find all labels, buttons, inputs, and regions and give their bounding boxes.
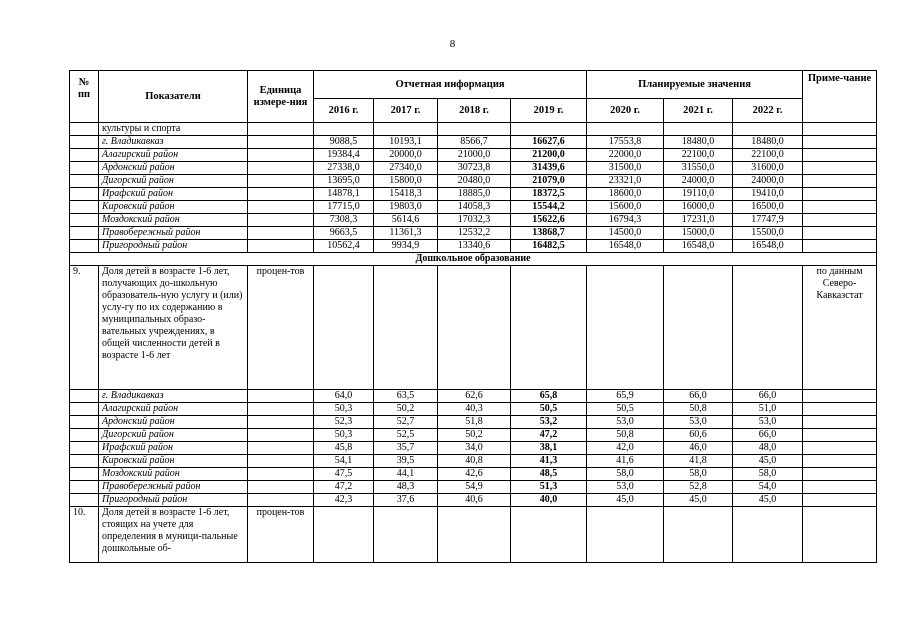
empty-cell [664, 266, 733, 390]
value-cell: 46,0 [664, 442, 733, 455]
value-cell: 53,2 [511, 416, 587, 429]
value-cell: 9088,5 [314, 136, 374, 149]
empty-cell [314, 507, 374, 563]
header-planned: Планируемые значения [587, 71, 803, 99]
value-cell: 18600,0 [587, 188, 664, 201]
table-row [70, 442, 877, 455]
note-cell [803, 390, 877, 403]
value-cell: 45,0 [733, 455, 803, 468]
value-cell: 21000,0 [438, 149, 511, 162]
empty-cell [314, 123, 374, 136]
value-cell: 20000,0 [374, 149, 438, 162]
empty-cell [664, 123, 733, 136]
value-cell: 42,0 [587, 442, 664, 455]
value-cell: 12532,2 [438, 227, 511, 240]
header-note: Приме-чание [803, 71, 877, 123]
note-cell [803, 136, 877, 149]
district-name: Алагирский район [99, 149, 248, 162]
unit-cell [248, 201, 314, 214]
empty-cell [733, 266, 803, 390]
header-num: № пп [70, 71, 99, 123]
value-cell: 42,3 [314, 494, 374, 507]
value-cell: 16794,3 [587, 214, 664, 227]
value-cell: 40,0 [511, 494, 587, 507]
empty-cell [587, 266, 664, 390]
district-name: Моздокский район [99, 214, 248, 227]
value-cell: 39,5 [374, 455, 438, 468]
note-cell [803, 455, 877, 468]
value-cell: 13340,6 [438, 240, 511, 253]
indicator-text: культуры и спорта [99, 123, 248, 136]
value-cell: 50,2 [374, 403, 438, 416]
value-cell: 45,8 [314, 442, 374, 455]
value-cell: 17747,9 [733, 214, 803, 227]
value-cell: 52,8 [664, 481, 733, 494]
empty-cell [374, 266, 438, 390]
value-cell: 50,5 [511, 403, 587, 416]
value-cell: 47,2 [314, 481, 374, 494]
value-cell: 58,0 [587, 468, 664, 481]
section-row [70, 253, 877, 266]
value-cell: 16548,0 [664, 240, 733, 253]
empty-cell [438, 123, 511, 136]
district-name: Дигорский район [99, 175, 248, 188]
value-cell: 16500,0 [733, 201, 803, 214]
unit-cell [248, 494, 314, 507]
empty-cell [733, 507, 803, 563]
value-cell: 24000,0 [664, 175, 733, 188]
value-cell: 18372,5 [511, 188, 587, 201]
year-header: 2019 г. [511, 99, 587, 123]
note-cell [803, 175, 877, 188]
table-row [70, 240, 877, 253]
value-cell: 52,7 [374, 416, 438, 429]
header-reported: Отчетная информация [314, 71, 587, 99]
value-cell: 15500,0 [733, 227, 803, 240]
value-cell: 41,3 [511, 455, 587, 468]
row-num [70, 227, 99, 240]
table-row [70, 468, 877, 481]
value-cell: 19803,0 [374, 201, 438, 214]
table-row [70, 507, 877, 563]
value-cell: 48,3 [374, 481, 438, 494]
value-cell: 27340,0 [374, 162, 438, 175]
value-cell: 15418,3 [374, 188, 438, 201]
empty-cell [511, 123, 587, 136]
value-cell: 50,8 [664, 403, 733, 416]
row-num [70, 175, 99, 188]
value-cell: 37,6 [374, 494, 438, 507]
district-name: Моздокский район [99, 468, 248, 481]
value-cell: 35,7 [374, 442, 438, 455]
indicators-table [69, 70, 877, 563]
value-cell: 50,2 [438, 429, 511, 442]
unit-cell [248, 442, 314, 455]
value-cell: 58,0 [664, 468, 733, 481]
value-cell: 13868,7 [511, 227, 587, 240]
unit-cell [248, 403, 314, 416]
unit-cell [248, 214, 314, 227]
district-name: Дигорский район [99, 429, 248, 442]
value-cell: 47,2 [511, 429, 587, 442]
note-cell [803, 442, 877, 455]
value-cell: 58,0 [733, 468, 803, 481]
value-cell: 13695,0 [314, 175, 374, 188]
district-name: г. Владикавказ [99, 136, 248, 149]
empty-cell [438, 507, 511, 563]
row-num: 9. [70, 266, 99, 390]
row-num [70, 201, 99, 214]
row-num [70, 136, 99, 149]
value-cell: 31500,0 [587, 162, 664, 175]
value-cell: 19384,4 [314, 149, 374, 162]
value-cell: 50,3 [314, 429, 374, 442]
unit-cell: процен-тов [248, 507, 314, 563]
unit-cell [248, 149, 314, 162]
unit-cell [248, 468, 314, 481]
value-cell: 53,0 [587, 416, 664, 429]
table-row [70, 227, 877, 240]
district-name: Кировский район [99, 201, 248, 214]
empty-cell [803, 123, 877, 136]
value-cell: 19410,0 [733, 188, 803, 201]
row-num [70, 468, 99, 481]
unit-cell [248, 175, 314, 188]
value-cell: 47,5 [314, 468, 374, 481]
empty-cell [248, 123, 314, 136]
row-num [70, 149, 99, 162]
value-cell: 15600,0 [587, 201, 664, 214]
note-cell [803, 149, 877, 162]
year-header: 2016 г. [314, 99, 374, 123]
district-name: Ирафский район [99, 188, 248, 201]
empty-cell [587, 123, 664, 136]
page-number: 8 [449, 38, 456, 50]
row-num [70, 123, 99, 136]
value-cell: 66,0 [733, 429, 803, 442]
header-unit: Единица измере-ния [248, 71, 314, 123]
value-cell: 48,5 [511, 468, 587, 481]
note-cell: по данным Северо-Кавказстат [803, 266, 877, 390]
unit-cell [248, 162, 314, 175]
value-cell: 52,3 [314, 416, 374, 429]
header-indicator: Показатели [99, 71, 248, 123]
value-cell: 7308,3 [314, 214, 374, 227]
value-cell: 18480,0 [664, 136, 733, 149]
note-cell [803, 162, 877, 175]
note-cell [803, 188, 877, 201]
value-cell: 31600,0 [733, 162, 803, 175]
value-cell: 45,0 [664, 494, 733, 507]
row-num [70, 429, 99, 442]
year-header: 2022 г. [733, 99, 803, 123]
empty-cell [374, 123, 438, 136]
row-num [70, 240, 99, 253]
value-cell: 66,0 [664, 390, 733, 403]
value-cell: 27338,0 [314, 162, 374, 175]
empty-cell [511, 507, 587, 563]
district-name: Ардонский район [99, 162, 248, 175]
value-cell: 48,0 [733, 442, 803, 455]
value-cell: 14500,0 [587, 227, 664, 240]
value-cell: 52,5 [374, 429, 438, 442]
value-cell: 40,3 [438, 403, 511, 416]
value-cell: 14878,1 [314, 188, 374, 201]
table-row [70, 162, 877, 175]
value-cell: 16548,0 [587, 240, 664, 253]
empty-cell [733, 123, 803, 136]
value-cell: 53,0 [587, 481, 664, 494]
value-cell: 16000,0 [664, 201, 733, 214]
value-cell: 45,0 [587, 494, 664, 507]
note-cell [803, 214, 877, 227]
value-cell: 19110,0 [664, 188, 733, 201]
value-cell: 16627,6 [511, 136, 587, 149]
year-header: 2021 г. [664, 99, 733, 123]
value-cell: 18480,0 [733, 136, 803, 149]
row-num [70, 214, 99, 227]
note-cell [803, 468, 877, 481]
value-cell: 22100,0 [733, 149, 803, 162]
unit-cell [248, 240, 314, 253]
unit-cell: процен-тов [248, 266, 314, 390]
table-row [70, 390, 877, 403]
row-num [70, 416, 99, 429]
value-cell: 30723,8 [438, 162, 511, 175]
unit-cell [248, 227, 314, 240]
table-row [70, 416, 877, 429]
value-cell: 42,6 [438, 468, 511, 481]
year-header: 2017 г. [374, 99, 438, 123]
value-cell: 18885,0 [438, 188, 511, 201]
value-cell: 20480,0 [438, 175, 511, 188]
value-cell: 51,3 [511, 481, 587, 494]
value-cell: 60,6 [664, 429, 733, 442]
unit-cell [248, 455, 314, 468]
value-cell: 10193,1 [374, 136, 438, 149]
value-cell: 9934,9 [374, 240, 438, 253]
value-cell: 41,6 [587, 455, 664, 468]
value-cell: 63,5 [374, 390, 438, 403]
value-cell: 65,8 [511, 390, 587, 403]
value-cell: 17553,8 [587, 136, 664, 149]
table-row [70, 175, 877, 188]
value-cell: 21079,0 [511, 175, 587, 188]
value-cell: 22000,0 [587, 149, 664, 162]
value-cell: 21200,0 [511, 149, 587, 162]
unit-cell [248, 188, 314, 201]
value-cell: 38,1 [511, 442, 587, 455]
section-title: Дошкольное образование [70, 253, 877, 266]
row-num: 10. [70, 507, 99, 563]
table-row [70, 494, 877, 507]
value-cell: 23321,0 [587, 175, 664, 188]
empty-cell [803, 507, 877, 563]
note-cell [803, 416, 877, 429]
table-row [70, 214, 877, 227]
note-cell [803, 403, 877, 416]
value-cell: 15544,2 [511, 201, 587, 214]
year-header: 2020 г. [587, 99, 664, 123]
row-num [70, 455, 99, 468]
value-cell: 45,0 [733, 494, 803, 507]
value-cell: 15622,6 [511, 214, 587, 227]
empty-cell [511, 266, 587, 390]
empty-cell [374, 507, 438, 563]
value-cell: 31550,0 [664, 162, 733, 175]
value-cell: 22100,0 [664, 149, 733, 162]
district-name: Кировский район [99, 455, 248, 468]
unit-cell [248, 416, 314, 429]
district-name: Алагирский район [99, 403, 248, 416]
value-cell: 50,3 [314, 403, 374, 416]
unit-cell [248, 481, 314, 494]
row-num [70, 390, 99, 403]
row-num [70, 403, 99, 416]
value-cell: 40,6 [438, 494, 511, 507]
value-cell: 34,0 [438, 442, 511, 455]
value-cell: 50,5 [587, 403, 664, 416]
value-cell: 31439,6 [511, 162, 587, 175]
value-cell: 54,1 [314, 455, 374, 468]
note-cell [803, 494, 877, 507]
value-cell: 17231,0 [664, 214, 733, 227]
value-cell: 51,8 [438, 416, 511, 429]
note-cell [803, 240, 877, 253]
value-cell: 14058,3 [438, 201, 511, 214]
value-cell: 50,8 [587, 429, 664, 442]
row-num [70, 188, 99, 201]
table-row [70, 201, 877, 214]
unit-cell [248, 390, 314, 403]
value-cell: 44,1 [374, 468, 438, 481]
value-cell: 16548,0 [733, 240, 803, 253]
table-row [70, 266, 877, 390]
district-name: Правобережный район [99, 227, 248, 240]
district-name: Правобережный район [99, 481, 248, 494]
value-cell: 10562,4 [314, 240, 374, 253]
value-cell: 40,8 [438, 455, 511, 468]
value-cell: 64,0 [314, 390, 374, 403]
value-cell: 54,9 [438, 481, 511, 494]
value-cell: 15800,0 [374, 175, 438, 188]
value-cell: 15000,0 [664, 227, 733, 240]
table-row [70, 136, 877, 149]
indicator-text: Доля детей в возрасте 1-6 лет, стоящих на учете для определения в муници-пальные дошкольные об- [99, 507, 248, 563]
value-cell: 24000,0 [733, 175, 803, 188]
empty-cell [438, 266, 511, 390]
indicator-text: Доля детей в возрасте 1-6 лет, получающих до-школьную образователь-ную услугу и (или) услу-гу по их содержанию в муниципальных образо-вательных учреждениях, в общей численности детей в возрасте 1-6 лет [99, 266, 248, 390]
note-cell [803, 227, 877, 240]
value-cell: 54,0 [733, 481, 803, 494]
note-cell [803, 429, 877, 442]
value-cell: 53,0 [664, 416, 733, 429]
value-cell: 11361,3 [374, 227, 438, 240]
table-row [70, 481, 877, 494]
value-cell: 5614,6 [374, 214, 438, 227]
row-num [70, 494, 99, 507]
empty-cell [587, 507, 664, 563]
district-name: г. Владикавказ [99, 390, 248, 403]
table-row [70, 149, 877, 162]
value-cell: 16482,5 [511, 240, 587, 253]
value-cell: 66,0 [733, 390, 803, 403]
note-cell [803, 481, 877, 494]
table-row [70, 429, 877, 442]
value-cell: 51,0 [733, 403, 803, 416]
empty-cell [314, 266, 374, 390]
unit-cell [248, 429, 314, 442]
district-name: Пригородный район [99, 494, 248, 507]
empty-cell [664, 507, 733, 563]
row-num [70, 481, 99, 494]
value-cell: 9663,5 [314, 227, 374, 240]
value-cell: 41,8 [664, 455, 733, 468]
district-name: Пригородный район [99, 240, 248, 253]
table-row [70, 403, 877, 416]
table-row [70, 123, 877, 136]
row-num [70, 442, 99, 455]
value-cell: 62,6 [438, 390, 511, 403]
value-cell: 17715,0 [314, 201, 374, 214]
value-cell: 53,0 [733, 416, 803, 429]
unit-cell [248, 136, 314, 149]
district-name: Ирафский район [99, 442, 248, 455]
row-num [70, 162, 99, 175]
value-cell: 8566,7 [438, 136, 511, 149]
value-cell: 17032,3 [438, 214, 511, 227]
table-row [70, 455, 877, 468]
district-name: Ардонский район [99, 416, 248, 429]
value-cell: 65,9 [587, 390, 664, 403]
note-cell [803, 201, 877, 214]
table-row [70, 188, 877, 201]
year-header: 2018 г. [438, 99, 511, 123]
